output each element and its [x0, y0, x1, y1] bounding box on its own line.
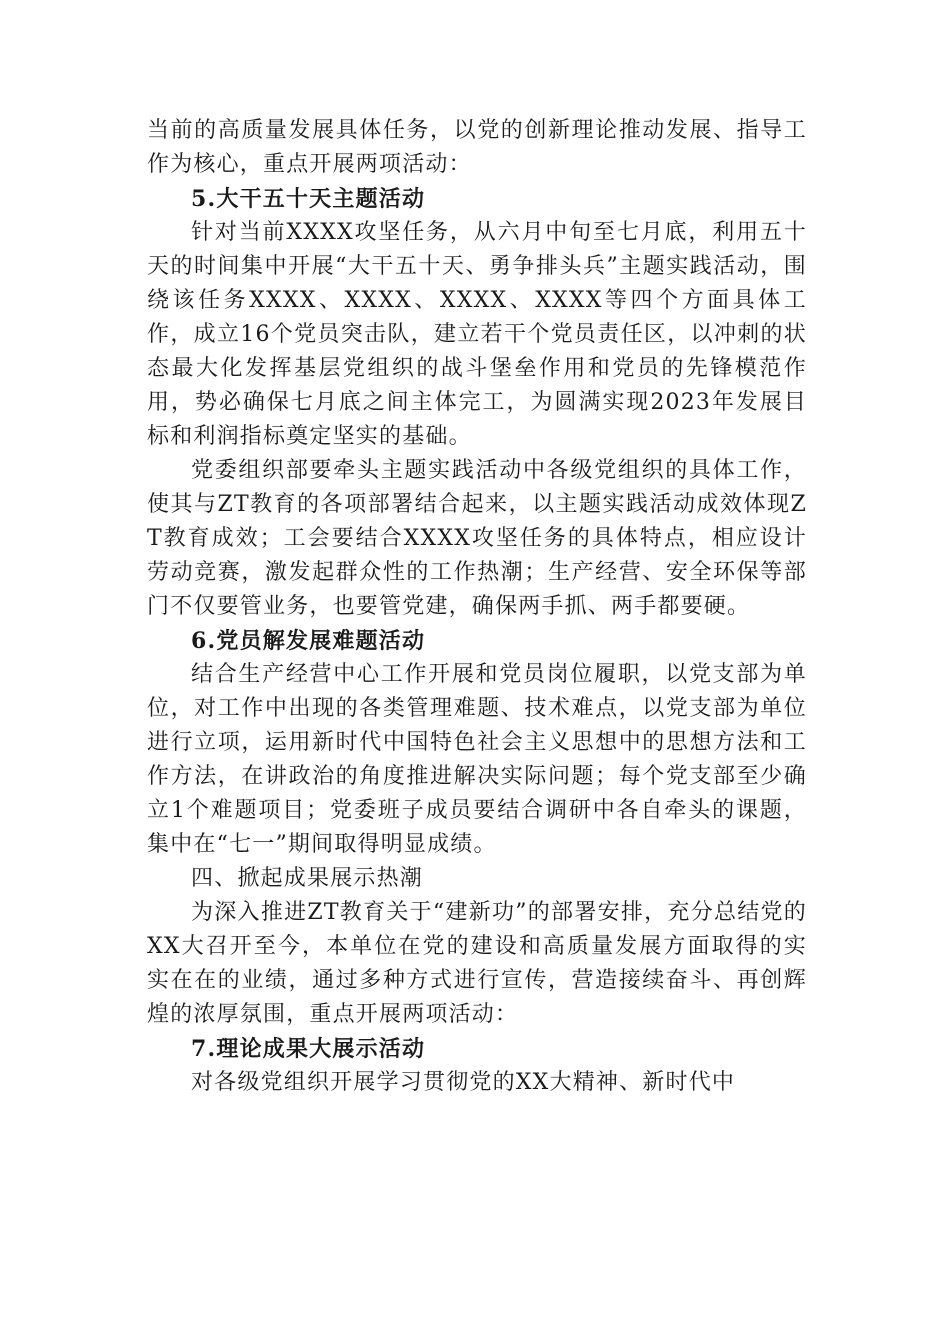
section-heading-6: 6.党员解发展难题活动: [191, 628, 426, 654]
document-page: [147, 114, 807, 1100]
section-heading-5: 5.大干五十天主题活动: [191, 186, 426, 212]
paragraph: 党委组织部要牵头主题实践活动中各级党组织的具体工作，使其与ZT教育的各项部署结合起来，以主题实践活动成效体现ZT教育成效；工会要结合XXXX攻坚任务的具体特点，相应设计劳动竞赛，激发起群众性的工作热潮；生产经营、安全环保等部门不仅要管业务，也要管党建，确保两手抓、两手都要硬。: [147, 458, 807, 619]
paragraph: 针对当前XXXX攻坚任务，从六月中旬至七月底，利用五十天的时间集中开展“大干五十天、勇争排头兵”主题实践活动，围绕该任务XXXX、XXXX、XXXX、XXXX等四个方面具体工作，成立16个党员突击队，建立若干个党员责任区，以冲刺的状态最大化发挥基层党组织的战斗堡垒作用和党员的先锋模范作用，势必确保七月底之间主体完工，为圆满实现2023年发展目标和利润指标奠定坚实的基础。: [147, 220, 807, 449]
paragraph: 对各级党组织开展学习贯彻党的XX大精神、新时代中: [191, 1070, 736, 1095]
paragraph-continued: 当前的高质量发展具体任务，以党的创新理论推动发展、指导工作为核心，重点开展两项活动：: [147, 118, 807, 177]
paragraph: 结合生产经营中心工作开展和党员岗位履职，以党支部为单位，对工作中出现的各类管理难题、技术难点，以党支部为单位进行立项，运用新时代中国特色社会主义思想中的思想方法和工作方法，在讲政治的角度推进解决实际问题；每个党支部至少确立1个难题项目；党委班子成员要结合调研中各自牵头的课题，集中在“七一”期间取得明显成绩。: [147, 662, 807, 857]
section-heading-7: 7.理论成果大展示活动: [191, 1036, 426, 1062]
paragraph: 为深入推进ZT教育关于“建新功”的部署安排，充分总结党的XX大召开至今，本单位在党的建设和高质量发展方面取得的实实在在的业绩，通过多种方式进行宣传，营造接续奋斗、再创辉煌的浓厚氛围，重点开展两项活动：: [147, 900, 807, 1027]
section-heading-4: 四、掀起成果展示热潮: [191, 866, 424, 891]
